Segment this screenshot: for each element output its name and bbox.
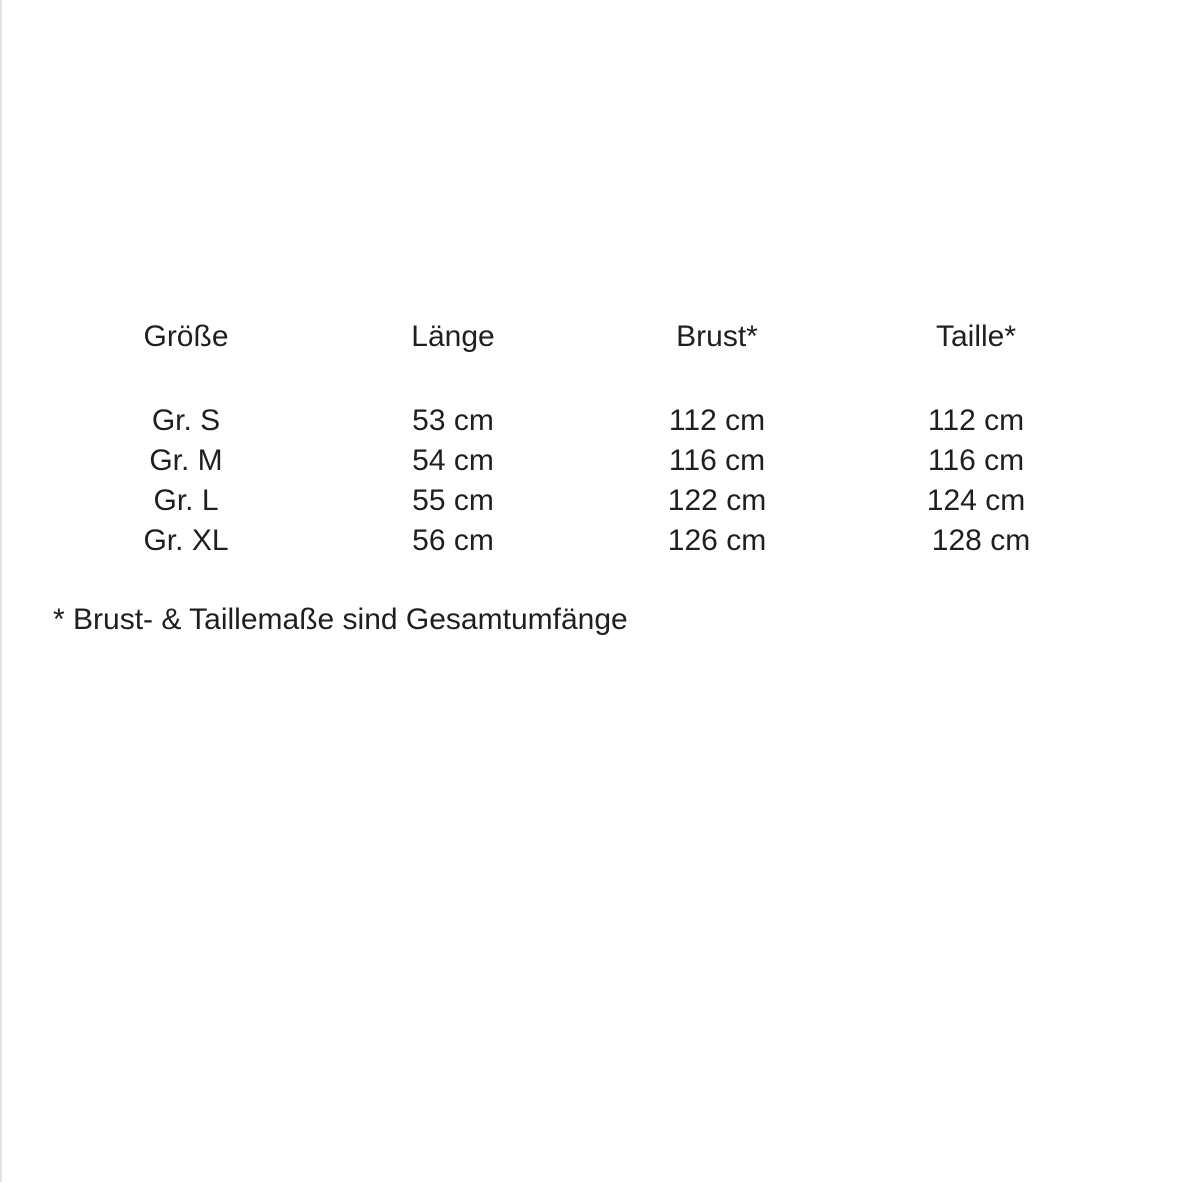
page-border: [0, 0, 2, 1182]
cell-chest: 116 cm: [668, 444, 766, 477]
cell-size: Gr. XL: [143, 524, 229, 557]
header-waist: Taille*: [935, 320, 1017, 353]
cell-waist: 112 cm: [927, 404, 1025, 437]
cell-length: 56 cm: [412, 524, 494, 557]
cell-length: 55 cm: [412, 484, 494, 517]
cell-waist: 128 cm: [931, 524, 1031, 557]
cell-size: Gr. S: [151, 404, 221, 437]
header-length: Länge: [411, 320, 495, 353]
footnote: * Brust- & Taillemaße sind Gesamtumfänge: [53, 603, 628, 636]
cell-size: Gr. M: [149, 444, 223, 477]
cell-chest: 122 cm: [667, 484, 767, 517]
cell-size: Gr. L: [153, 484, 219, 517]
header-chest: Brust*: [676, 320, 758, 353]
cell-waist: 124 cm: [926, 484, 1026, 517]
cell-waist: 116 cm: [927, 444, 1025, 477]
cell-length: 53 cm: [412, 404, 494, 437]
cell-chest: 112 cm: [668, 404, 766, 437]
header-size: Größe: [143, 320, 229, 353]
cell-chest: 126 cm: [667, 524, 767, 557]
cell-length: 54 cm: [412, 444, 494, 477]
